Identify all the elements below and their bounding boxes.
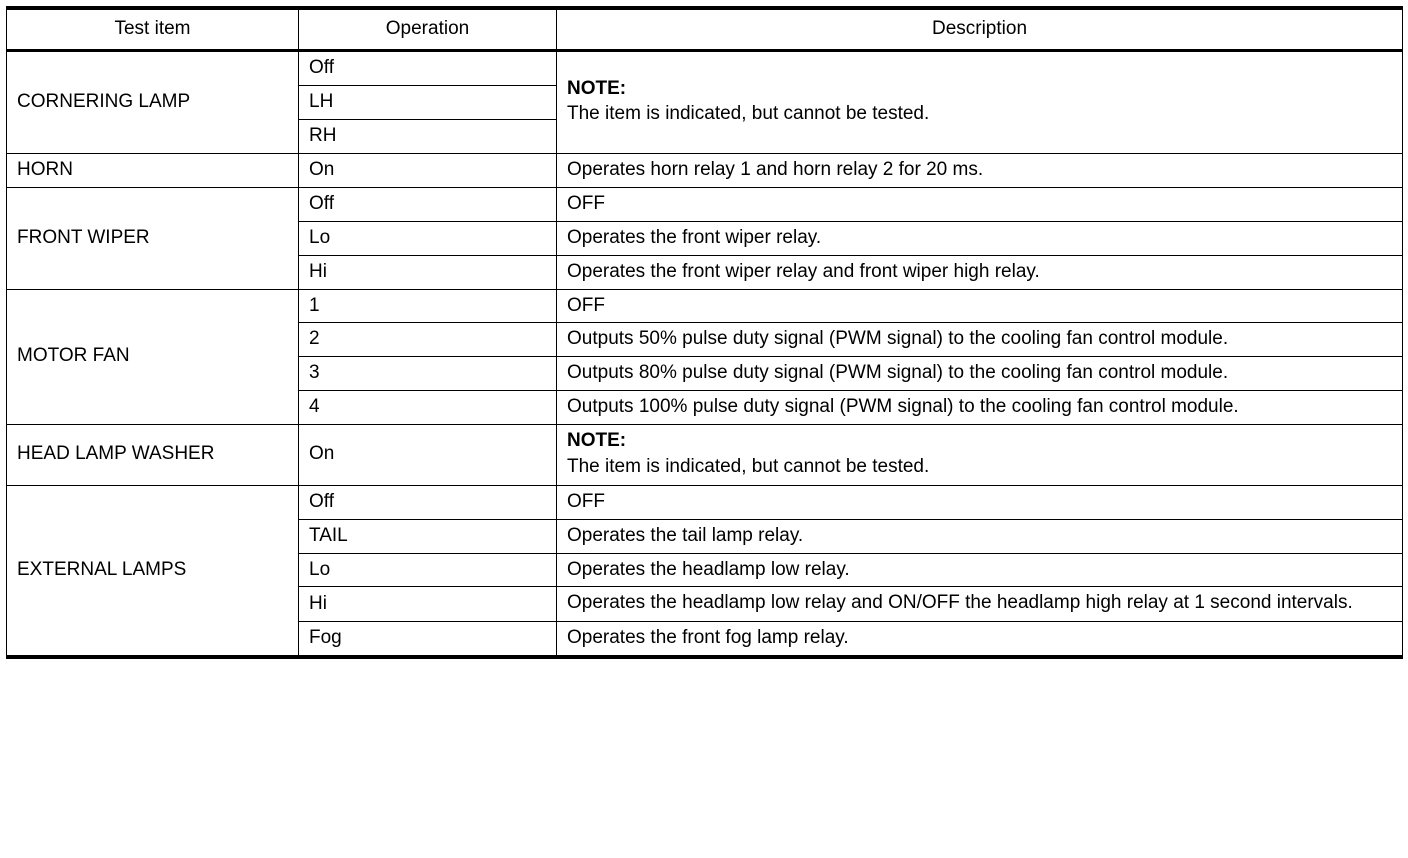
column-header-description: Description	[557, 8, 1403, 50]
description-cell: Operates the front wiper relay.	[557, 221, 1403, 255]
document-page	[0, 6, 1408, 858]
table-row	[7, 485, 1403, 519]
operation-cell: Off	[299, 485, 557, 519]
test-item-cell: CORNERING LAMP	[7, 50, 299, 153]
note-label: NOTE:	[567, 430, 627, 452]
operation-cell: Off	[299, 50, 557, 85]
operation-cell: RH	[299, 119, 557, 153]
description-cell: Operates horn relay 1 and horn relay 2 for 20 ms.	[557, 153, 1403, 187]
test-item-cell: EXTERNAL LAMPS	[7, 485, 299, 657]
column-header-test-item: Test item	[7, 8, 299, 50]
test-item-cell: HEAD LAMP WASHER	[7, 425, 299, 485]
description-cell	[557, 425, 1403, 485]
description-cell: Operates the front wiper relay and front wiper high relay.	[557, 255, 1403, 289]
description-cell: Outputs 80% pulse duty signal (PWM signal) to the cooling fan control module.	[557, 357, 1403, 391]
operation-cell: Hi	[299, 255, 557, 289]
description-cell: Outputs 50% pulse duty signal (PWM signal) to the cooling fan control module.	[557, 323, 1403, 357]
description-cell: Operates the headlamp low relay and ON/OFF the headlamp high relay at 1 second intervals.	[557, 587, 1403, 622]
table-header-row	[7, 8, 1403, 50]
operation-cell: LH	[299, 85, 557, 119]
operation-cell: 4	[299, 391, 557, 425]
note-text: The item is indicated, but cannot be tested.	[567, 103, 930, 125]
column-header-operation: Operation	[299, 8, 557, 50]
test-item-cell: MOTOR FAN	[7, 289, 299, 425]
operation-cell: 1	[299, 289, 557, 323]
operation-cell: Lo	[299, 553, 557, 587]
description-cell: Operates the tail lamp relay.	[557, 519, 1403, 553]
table-row	[7, 425, 1403, 485]
operation-cell: On	[299, 425, 557, 485]
test-item-cell: FRONT WIPER	[7, 187, 299, 289]
description-cell	[557, 50, 1403, 153]
table-row	[7, 50, 1403, 85]
table-row	[7, 153, 1403, 187]
description-cell: Outputs 100% pulse duty signal (PWM signal) to the cooling fan control module.	[557, 391, 1403, 425]
description-cell: OFF	[557, 485, 1403, 519]
description-cell: OFF	[557, 187, 1403, 221]
table-row	[7, 289, 1403, 323]
active-test-table	[6, 6, 1403, 659]
operation-cell: Fog	[299, 622, 557, 657]
description-cell: OFF	[557, 289, 1403, 323]
note-text: The item is indicated, but cannot be tested.	[567, 455, 930, 477]
table-row	[7, 187, 1403, 221]
operation-cell: Hi	[299, 587, 557, 622]
operation-cell: TAIL	[299, 519, 557, 553]
description-cell: Operates the headlamp low relay.	[557, 553, 1403, 587]
note-label: NOTE:	[567, 77, 627, 99]
test-item-cell: HORN	[7, 153, 299, 187]
operation-cell: Lo	[299, 221, 557, 255]
operation-cell: 2	[299, 323, 557, 357]
description-cell: Operates the front fog lamp relay.	[557, 622, 1403, 657]
operation-cell: 3	[299, 357, 557, 391]
operation-cell: Off	[299, 187, 557, 221]
operation-cell: On	[299, 153, 557, 187]
